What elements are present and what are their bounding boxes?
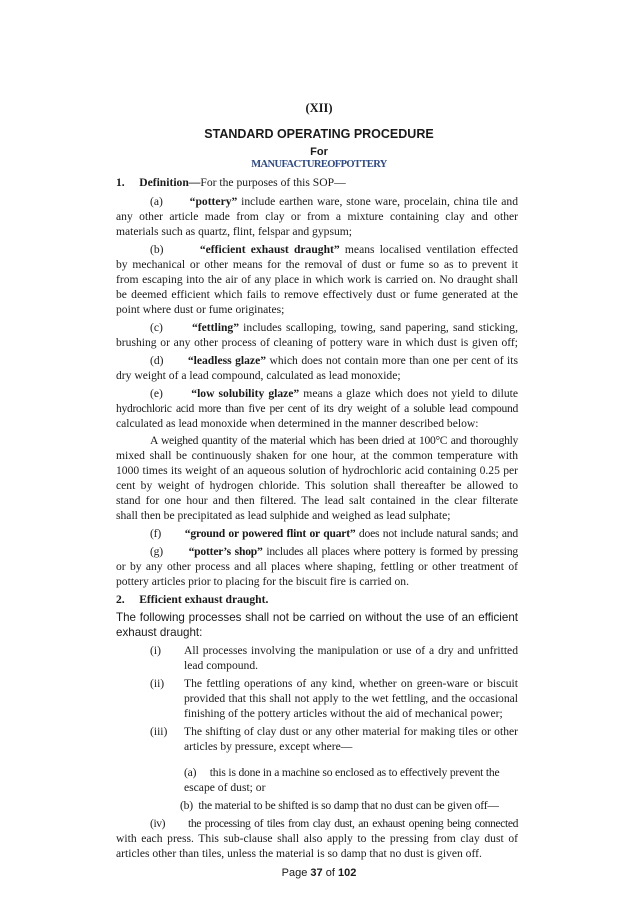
- method-line6: shall then be precipitated as lead sulphide and weighed as lead sulphate;: [116, 509, 451, 522]
- def-g-line2: or by any other process and all places where shaping, fettling or other treatment of: [116, 560, 518, 573]
- item-iv-line2: with each press. This sub-clause shall also apply to the pressing from clay dust of: [116, 832, 518, 845]
- item-iii-line1: The shifting of clay dust or any other material for making tiles or other: [184, 725, 518, 738]
- section-2-number: 2.: [116, 593, 125, 606]
- item-iv-line1: (iv) the processing of tiles from clay dust, an exhaust opening being connected: [150, 817, 518, 830]
- def-b-line5: point where dust or fume originates;: [116, 303, 285, 316]
- method-line1: A weighed quantity of the material which has been dried at 100°C and thoroughly: [150, 434, 518, 447]
- def-g-line3: pottery articles prior to placing for the biscuit fire is carried on.: [116, 575, 409, 588]
- def-e-line3: calculated as lead monoxide when determined in the manner described below:: [116, 417, 479, 430]
- section-2-intro-line2: exhaust draught:: [116, 626, 203, 639]
- def-b-line1: (b) “efficient exhaust draught” means localised ventilation effected: [150, 243, 518, 256]
- item-iii-label: (iii): [150, 725, 168, 738]
- section-2-title: Efficient exhaust draught.: [139, 593, 269, 606]
- def-c-line1: (c) “fettling” includes scalloping, towing, sand papering, sand sticking,: [150, 321, 518, 334]
- def-e-line2: hydrochloric acid more than five per cent of its dry weight of a soluble lead compound: [116, 402, 518, 415]
- def-b-line4: be deemed efficient which fails to remove effectively dust or fume generated at the: [116, 288, 518, 301]
- def-b-line3: from escaping into the air of any place in which work is carried on. No draught shall: [116, 273, 518, 286]
- section-2-heading: [116, 593, 268, 607]
- item-i-line2: lead compound.: [184, 659, 259, 672]
- def-f-line1: (f) “ground or powered flint or quart” does not include natural sands; and: [150, 527, 518, 540]
- def-d-line1: (d) “leadless glaze” which does not contain more than one per cent of its: [150, 354, 519, 367]
- total-pages: 102: [337, 867, 357, 879]
- title-for: For: [310, 146, 328, 158]
- item-iii-b-line1: (b) the material to be shifted is so damp that no dust can be given off—: [180, 799, 499, 812]
- item-i-label: (i): [150, 644, 161, 657]
- item-iii-line2: articles by pressure, except where—: [184, 740, 353, 753]
- item-ii-line3: finishing of the pottery articles without the aid of mechanical power;: [184, 707, 503, 720]
- item-iii-a-line1: (a) this is done in a machine so enclosed as to effectively prevent the: [184, 766, 500, 779]
- subtitle: MANUFACTUREOFPOTTERY: [251, 159, 387, 170]
- item-iv-line3: articles other than tiles, unless the material is so damp that no dust is given off.: [116, 847, 482, 860]
- item-i-line1: All processes involving the manipulation or use of a dry and unfritted: [184, 644, 518, 657]
- section-1-intro: For the purposes of this SOP—: [200, 176, 346, 189]
- item-ii-line2: provided that this shall not apply to the wet fettling, and the occasional: [184, 692, 518, 705]
- def-g-line1: (g) “potter’s shop” includes all places where pottery is formed by pressing: [150, 545, 519, 558]
- item-ii-label: (ii): [150, 677, 165, 690]
- section-2-intro-line1: The following processes shall not be carried on without the use of an efficient: [116, 611, 518, 624]
- method-line5: stand for one hour and then filtered. The lead salt contained in the clear filterate: [116, 494, 518, 507]
- method-line4: cent by weight of hydrogen chloride. This solution shall thereafter be allowed to: [116, 479, 518, 492]
- section-number: (XII): [305, 101, 333, 115]
- def-e-line1: (e) “low solubility glaze” means a glaze which does not yield to dilute: [150, 387, 518, 400]
- def-a-line3: materials such as quartz, flint, felspar and gypsum;: [116, 225, 352, 238]
- page-title: STANDARD OPERATING PROCEDURE: [204, 127, 434, 141]
- item-iii-a-line2: escape of dust; or: [184, 781, 266, 794]
- current-page: 37: [310, 867, 323, 879]
- method-line2: mixed shall be continuously shaken for one hour, at the common temperature with: [116, 449, 518, 462]
- section-1-heading: [116, 176, 346, 190]
- method-line3: 1000 times its weight of an aqueous solution of hydrochloric acid containing 0.25 per: [116, 464, 518, 477]
- def-a-line1: (a) “pottery” include earthen ware, stone ware, procelain, china tile and: [150, 195, 518, 208]
- def-a-line2: any other article made from clay or from a mixture containing clay and other: [116, 210, 518, 223]
- def-d-line2: dry weight of a lead compound, calculated as lead monoxide;: [116, 369, 401, 382]
- section-1-title: Definition—: [139, 176, 201, 189]
- def-b-line2: by mechanical or other means for the removal of dust or fume so as to prevent it: [116, 258, 518, 271]
- item-ii-line1: The fettling operations of any kind, whether on green-ware or biscuit: [184, 677, 518, 690]
- def-c-line2: brushing or any other process of cleaning of pottery ware in which dust is given off;: [116, 336, 518, 349]
- section-1-number: 1.: [116, 176, 125, 189]
- page-number: Page 37 of 102: [281, 867, 357, 879]
